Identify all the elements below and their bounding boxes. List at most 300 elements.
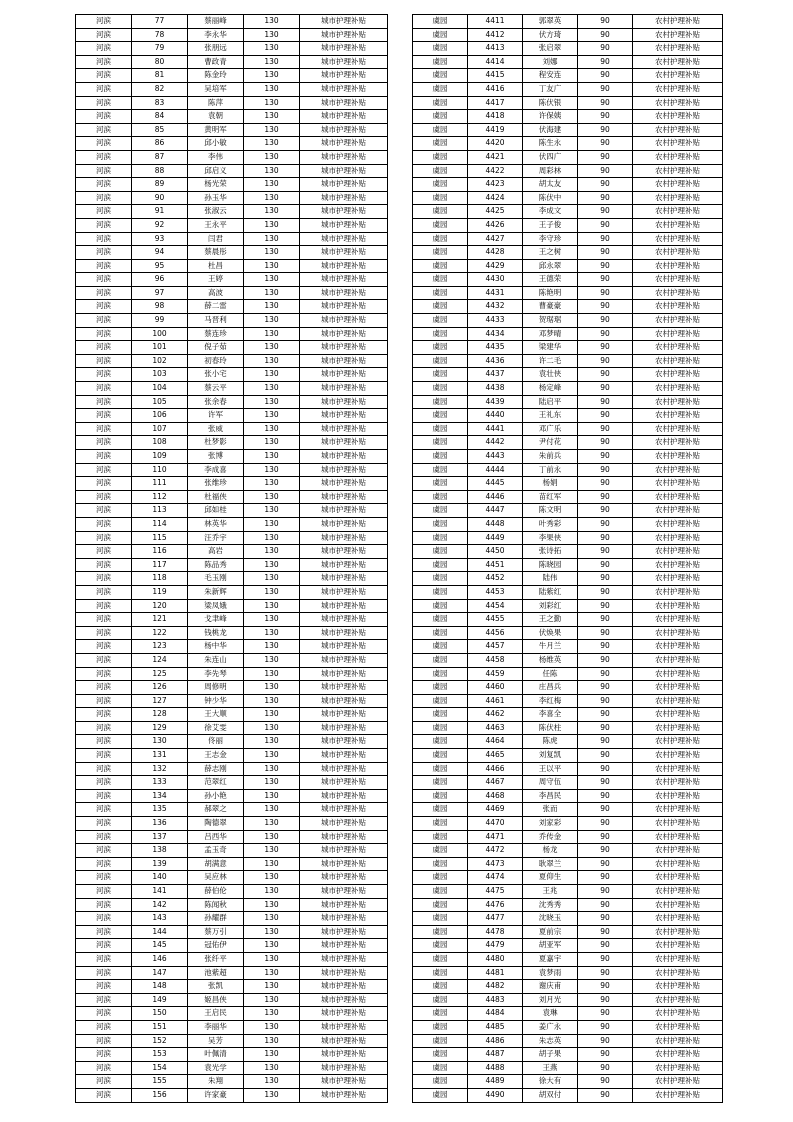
area-cell: 河滨 bbox=[76, 980, 132, 994]
area-cell: 虞园 bbox=[413, 517, 468, 531]
type-cell: 城市护理补贴 bbox=[300, 368, 388, 382]
serial-cell: 90 bbox=[132, 191, 188, 205]
name-cell: 沈秀秀 bbox=[523, 898, 578, 912]
serial-cell: 84 bbox=[132, 110, 188, 124]
area-cell: 虞园 bbox=[413, 572, 468, 586]
area-cell: 河滨 bbox=[76, 110, 132, 124]
table-row bbox=[413, 123, 723, 137]
table-row bbox=[76, 273, 388, 287]
name-cell: 李成文 bbox=[523, 205, 578, 219]
amount-cell: 130 bbox=[244, 246, 300, 260]
type-cell: 城市护理补贴 bbox=[300, 327, 388, 341]
amount-cell: 130 bbox=[244, 436, 300, 450]
name-cell: 闫君 bbox=[188, 232, 244, 246]
amount-cell: 90 bbox=[578, 830, 633, 844]
serial-cell: 4490 bbox=[468, 1088, 523, 1102]
serial-cell: 83 bbox=[132, 96, 188, 110]
type-cell: 农村护理补贴 bbox=[633, 368, 723, 382]
serial-cell: 107 bbox=[132, 422, 188, 436]
name-cell: 胡双付 bbox=[523, 1088, 578, 1102]
name-cell: 钟少华 bbox=[188, 694, 244, 708]
serial-cell: 94 bbox=[132, 246, 188, 260]
area-cell: 虞园 bbox=[413, 477, 468, 491]
table-row bbox=[76, 327, 388, 341]
name-cell: 胡满意 bbox=[188, 857, 244, 871]
name-cell: 李丽华 bbox=[188, 1020, 244, 1034]
type-cell: 城市护理补贴 bbox=[300, 667, 388, 681]
type-cell: 农村护理补贴 bbox=[633, 531, 723, 545]
area-cell: 虞园 bbox=[413, 110, 468, 124]
table-row bbox=[76, 382, 388, 396]
serial-cell: 4446 bbox=[468, 490, 523, 504]
type-cell: 农村护理补贴 bbox=[633, 1075, 723, 1089]
serial-cell: 4456 bbox=[468, 626, 523, 640]
table-row bbox=[413, 259, 723, 273]
serial-cell: 117 bbox=[132, 558, 188, 572]
type-cell: 城市护理补贴 bbox=[300, 178, 388, 192]
table-row bbox=[76, 42, 388, 56]
type-cell: 农村护理补贴 bbox=[633, 477, 723, 491]
table-row bbox=[76, 871, 388, 885]
serial-cell: 4416 bbox=[468, 82, 523, 96]
serial-cell: 131 bbox=[132, 749, 188, 763]
amount-cell: 130 bbox=[244, 1007, 300, 1021]
table-row bbox=[76, 1061, 388, 1075]
type-cell: 城市护理补贴 bbox=[300, 1075, 388, 1089]
serial-cell: 4462 bbox=[468, 708, 523, 722]
amount-cell: 90 bbox=[578, 28, 633, 42]
table-row bbox=[76, 341, 388, 355]
serial-cell: 4463 bbox=[468, 721, 523, 735]
table-row bbox=[76, 164, 388, 178]
type-cell: 农村护理补贴 bbox=[633, 150, 723, 164]
amount-cell: 130 bbox=[244, 572, 300, 586]
area-cell: 虞园 bbox=[413, 137, 468, 151]
left-subsidy-table bbox=[75, 14, 388, 1103]
type-cell: 农村护理补贴 bbox=[633, 640, 723, 654]
amount-cell: 130 bbox=[244, 817, 300, 831]
name-cell: 王德荣 bbox=[523, 273, 578, 287]
table-row bbox=[413, 980, 723, 994]
serial-cell: 4476 bbox=[468, 898, 523, 912]
table-row bbox=[413, 925, 723, 939]
table-row bbox=[413, 885, 723, 899]
table-row bbox=[413, 1048, 723, 1062]
type-cell: 农村护理补贴 bbox=[633, 382, 723, 396]
serial-cell: 105 bbox=[132, 395, 188, 409]
serial-cell: 92 bbox=[132, 218, 188, 232]
name-cell: 蔡连珍 bbox=[188, 327, 244, 341]
type-cell: 城市护理补贴 bbox=[300, 735, 388, 749]
name-cell: 钱桃龙 bbox=[188, 626, 244, 640]
type-cell: 城市护理补贴 bbox=[300, 1048, 388, 1062]
area-cell: 河滨 bbox=[76, 382, 132, 396]
table-row bbox=[76, 830, 388, 844]
amount-cell: 90 bbox=[578, 477, 633, 491]
serial-cell: 89 bbox=[132, 178, 188, 192]
table-row bbox=[413, 749, 723, 763]
table-row bbox=[413, 545, 723, 559]
amount-cell: 90 bbox=[578, 354, 633, 368]
table-row bbox=[76, 626, 388, 640]
type-cell: 农村护理补贴 bbox=[633, 96, 723, 110]
name-cell: 郭翠英 bbox=[523, 15, 578, 29]
area-cell: 虞园 bbox=[413, 422, 468, 436]
table-row bbox=[413, 708, 723, 722]
serial-cell: 4436 bbox=[468, 354, 523, 368]
table-row bbox=[413, 110, 723, 124]
area-cell: 虞园 bbox=[413, 28, 468, 42]
type-cell: 城市护理补贴 bbox=[300, 55, 388, 69]
serial-cell: 4464 bbox=[468, 735, 523, 749]
serial-cell: 150 bbox=[132, 1007, 188, 1021]
table-row bbox=[76, 69, 388, 83]
type-cell: 城市护理补贴 bbox=[300, 749, 388, 763]
area-cell: 河滨 bbox=[76, 1020, 132, 1034]
table-row bbox=[76, 477, 388, 491]
name-cell: 胡亚军 bbox=[523, 939, 578, 953]
amount-cell: 90 bbox=[578, 545, 633, 559]
name-cell: 夏嘉宇 bbox=[523, 952, 578, 966]
serial-cell: 114 bbox=[132, 517, 188, 531]
serial-cell: 4429 bbox=[468, 259, 523, 273]
name-cell: 朱连山 bbox=[188, 653, 244, 667]
serial-cell: 4451 bbox=[468, 558, 523, 572]
amount-cell: 130 bbox=[244, 232, 300, 246]
type-cell: 农村护理补贴 bbox=[633, 286, 723, 300]
serial-cell: 4467 bbox=[468, 776, 523, 790]
amount-cell: 130 bbox=[244, 830, 300, 844]
type-cell: 城市护理补贴 bbox=[300, 246, 388, 260]
serial-cell: 4438 bbox=[468, 382, 523, 396]
serial-cell: 4458 bbox=[468, 653, 523, 667]
area-cell: 虞园 bbox=[413, 55, 468, 69]
table-row bbox=[413, 368, 723, 382]
serial-cell: 132 bbox=[132, 762, 188, 776]
area-cell: 河滨 bbox=[76, 613, 132, 627]
table-row bbox=[413, 844, 723, 858]
table-row bbox=[76, 613, 388, 627]
table-row bbox=[413, 626, 723, 640]
name-cell: 蔡云平 bbox=[188, 382, 244, 396]
area-cell: 河滨 bbox=[76, 681, 132, 695]
serial-cell: 4412 bbox=[468, 28, 523, 42]
table-row bbox=[413, 395, 723, 409]
table-row bbox=[413, 69, 723, 83]
type-cell: 农村护理补贴 bbox=[633, 436, 723, 450]
amount-cell: 130 bbox=[244, 259, 300, 273]
type-cell: 农村护理补贴 bbox=[633, 803, 723, 817]
table-row bbox=[413, 572, 723, 586]
type-cell: 城市护理补贴 bbox=[300, 694, 388, 708]
name-cell: 朱志英 bbox=[523, 1034, 578, 1048]
area-cell: 河滨 bbox=[76, 273, 132, 287]
table-row bbox=[413, 150, 723, 164]
name-cell: 倪子茹 bbox=[188, 341, 244, 355]
amount-cell: 130 bbox=[244, 531, 300, 545]
area-cell: 虞园 bbox=[413, 1061, 468, 1075]
amount-cell: 130 bbox=[244, 15, 300, 29]
table-row bbox=[76, 898, 388, 912]
name-cell: 周修明 bbox=[188, 681, 244, 695]
type-cell: 农村护理补贴 bbox=[633, 28, 723, 42]
table-row bbox=[76, 286, 388, 300]
name-cell: 徐艾雯 bbox=[188, 721, 244, 735]
area-cell: 河滨 bbox=[76, 341, 132, 355]
amount-cell: 90 bbox=[578, 939, 633, 953]
name-cell: 胡子果 bbox=[523, 1048, 578, 1062]
type-cell: 城市护理补贴 bbox=[300, 436, 388, 450]
serial-cell: 115 bbox=[132, 531, 188, 545]
serial-cell: 152 bbox=[132, 1034, 188, 1048]
name-cell: 陈虎 bbox=[523, 735, 578, 749]
table-row bbox=[413, 490, 723, 504]
table-row bbox=[413, 653, 723, 667]
amount-cell: 130 bbox=[244, 341, 300, 355]
serial-cell: 4466 bbox=[468, 762, 523, 776]
type-cell: 农村护理补贴 bbox=[633, 110, 723, 124]
name-cell: 耿翠兰 bbox=[523, 857, 578, 871]
name-cell: 蔡丽峰 bbox=[188, 15, 244, 29]
name-cell: 张维珍 bbox=[188, 477, 244, 491]
amount-cell: 130 bbox=[244, 450, 300, 464]
type-cell: 农村护理补贴 bbox=[633, 504, 723, 518]
area-cell: 河滨 bbox=[76, 463, 132, 477]
type-cell: 城市护理补贴 bbox=[300, 925, 388, 939]
name-cell: 周守伍 bbox=[523, 776, 578, 790]
area-cell: 河滨 bbox=[76, 599, 132, 613]
table-row bbox=[76, 150, 388, 164]
area-cell: 河滨 bbox=[76, 626, 132, 640]
table-row bbox=[76, 1007, 388, 1021]
amount-cell: 90 bbox=[578, 531, 633, 545]
serial-cell: 125 bbox=[132, 667, 188, 681]
name-cell: 杨中华 bbox=[188, 640, 244, 654]
name-cell: 庄昌兵 bbox=[523, 681, 578, 695]
type-cell: 农村护理补贴 bbox=[633, 259, 723, 273]
type-cell: 城市护理补贴 bbox=[300, 952, 388, 966]
type-cell: 城市护理补贴 bbox=[300, 626, 388, 640]
table-row bbox=[413, 640, 723, 654]
table-row bbox=[76, 463, 388, 477]
area-cell: 虞园 bbox=[413, 844, 468, 858]
area-cell: 河滨 bbox=[76, 354, 132, 368]
name-cell: 陆启平 bbox=[523, 395, 578, 409]
type-cell: 城市护理补贴 bbox=[300, 69, 388, 83]
type-cell: 城市护理补贴 bbox=[300, 150, 388, 164]
area-cell: 河滨 bbox=[76, 42, 132, 56]
amount-cell: 130 bbox=[244, 69, 300, 83]
name-cell: 许军 bbox=[188, 409, 244, 423]
table-row bbox=[413, 857, 723, 871]
table-row bbox=[413, 1088, 723, 1102]
table-row bbox=[413, 28, 723, 42]
area-cell: 河滨 bbox=[76, 55, 132, 69]
name-cell: 姬昌侠 bbox=[188, 993, 244, 1007]
amount-cell: 130 bbox=[244, 123, 300, 137]
type-cell: 农村护理补贴 bbox=[633, 898, 723, 912]
type-cell: 农村护理补贴 bbox=[633, 980, 723, 994]
area-cell: 虞园 bbox=[413, 327, 468, 341]
amount-cell: 90 bbox=[578, 382, 633, 396]
amount-cell: 90 bbox=[578, 490, 633, 504]
serial-cell: 4432 bbox=[468, 300, 523, 314]
area-cell: 河滨 bbox=[76, 735, 132, 749]
serial-cell: 4425 bbox=[468, 205, 523, 219]
type-cell: 城市护理补贴 bbox=[300, 354, 388, 368]
table-row bbox=[76, 980, 388, 994]
serial-cell: 4430 bbox=[468, 273, 523, 287]
name-cell: 李守珍 bbox=[523, 232, 578, 246]
amount-cell: 90 bbox=[578, 55, 633, 69]
name-cell: 杜昌 bbox=[188, 259, 244, 273]
area-cell: 虞园 bbox=[413, 1088, 468, 1102]
amount-cell: 130 bbox=[244, 1048, 300, 1062]
type-cell: 城市护理补贴 bbox=[300, 708, 388, 722]
area-cell: 虞园 bbox=[413, 205, 468, 219]
area-cell: 虞园 bbox=[413, 314, 468, 328]
amount-cell: 130 bbox=[244, 653, 300, 667]
amount-cell: 90 bbox=[578, 749, 633, 763]
name-cell: 蔡晨彤 bbox=[188, 246, 244, 260]
amount-cell: 130 bbox=[244, 762, 300, 776]
area-cell: 虞园 bbox=[413, 980, 468, 994]
serial-cell: 79 bbox=[132, 42, 188, 56]
type-cell: 农村护理补贴 bbox=[633, 857, 723, 871]
name-cell: 孙耀群 bbox=[188, 912, 244, 926]
name-cell: 王燕 bbox=[523, 1061, 578, 1075]
name-cell: 丁前永 bbox=[523, 463, 578, 477]
table-row bbox=[76, 259, 388, 273]
serial-cell: 104 bbox=[132, 382, 188, 396]
amount-cell: 90 bbox=[578, 776, 633, 790]
amount-cell: 90 bbox=[578, 762, 633, 776]
area-cell: 虞园 bbox=[413, 300, 468, 314]
area-cell: 虞园 bbox=[413, 82, 468, 96]
serial-cell: 138 bbox=[132, 844, 188, 858]
name-cell: 邱小敏 bbox=[188, 137, 244, 151]
name-cell: 池紫超 bbox=[188, 966, 244, 980]
serial-cell: 146 bbox=[132, 952, 188, 966]
serial-cell: 4420 bbox=[468, 137, 523, 151]
amount-cell: 130 bbox=[244, 477, 300, 491]
amount-cell: 130 bbox=[244, 150, 300, 164]
type-cell: 农村护理补贴 bbox=[633, 42, 723, 56]
serial-cell: 129 bbox=[132, 721, 188, 735]
area-cell: 河滨 bbox=[76, 327, 132, 341]
name-cell: 王启民 bbox=[188, 1007, 244, 1021]
serial-cell: 127 bbox=[132, 694, 188, 708]
serial-cell: 110 bbox=[132, 463, 188, 477]
name-cell: 郝翠之 bbox=[188, 803, 244, 817]
serial-cell: 112 bbox=[132, 490, 188, 504]
name-cell: 佟丽 bbox=[188, 735, 244, 749]
type-cell: 农村护理补贴 bbox=[633, 844, 723, 858]
type-cell: 城市护理补贴 bbox=[300, 776, 388, 790]
serial-cell: 98 bbox=[132, 300, 188, 314]
name-cell: 曹政青 bbox=[188, 55, 244, 69]
area-cell: 虞园 bbox=[413, 721, 468, 735]
serial-cell: 135 bbox=[132, 803, 188, 817]
area-cell: 虞园 bbox=[413, 925, 468, 939]
name-cell: 吴芳 bbox=[188, 1034, 244, 1048]
amount-cell: 130 bbox=[244, 273, 300, 287]
area-cell: 虞园 bbox=[413, 96, 468, 110]
name-cell: 李喜全 bbox=[523, 708, 578, 722]
area-cell: 河滨 bbox=[76, 857, 132, 871]
name-cell: 陈伏银 bbox=[523, 96, 578, 110]
serial-cell: 86 bbox=[132, 137, 188, 151]
table-row bbox=[413, 952, 723, 966]
name-cell: 刘娜 bbox=[523, 55, 578, 69]
name-cell: 尹付花 bbox=[523, 436, 578, 450]
type-cell: 城市护理补贴 bbox=[300, 28, 388, 42]
type-cell: 城市护理补贴 bbox=[300, 1061, 388, 1075]
table-row bbox=[413, 694, 723, 708]
area-cell: 河滨 bbox=[76, 490, 132, 504]
amount-cell: 130 bbox=[244, 599, 300, 613]
amount-cell: 90 bbox=[578, 558, 633, 572]
type-cell: 农村护理补贴 bbox=[633, 205, 723, 219]
area-cell: 河滨 bbox=[76, 1007, 132, 1021]
table-row bbox=[413, 817, 723, 831]
name-cell: 吴应林 bbox=[188, 871, 244, 885]
serial-cell: 4485 bbox=[468, 1020, 523, 1034]
amount-cell: 130 bbox=[244, 1061, 300, 1075]
type-cell: 农村护理补贴 bbox=[633, 341, 723, 355]
name-cell: 陆紫红 bbox=[523, 585, 578, 599]
type-cell: 城市护理补贴 bbox=[300, 681, 388, 695]
type-cell: 城市护理补贴 bbox=[300, 490, 388, 504]
serial-cell: 4419 bbox=[468, 123, 523, 137]
serial-cell: 4455 bbox=[468, 613, 523, 627]
area-cell: 虞园 bbox=[413, 939, 468, 953]
amount-cell: 90 bbox=[578, 341, 633, 355]
serial-cell: 4472 bbox=[468, 844, 523, 858]
name-cell: 陈伏中 bbox=[523, 191, 578, 205]
table-row bbox=[413, 735, 723, 749]
serial-cell: 101 bbox=[132, 341, 188, 355]
amount-cell: 130 bbox=[244, 205, 300, 219]
table-row bbox=[413, 681, 723, 695]
table-row bbox=[76, 490, 388, 504]
area-cell: 虞园 bbox=[413, 1048, 468, 1062]
amount-cell: 130 bbox=[244, 96, 300, 110]
serial-cell: 4459 bbox=[468, 667, 523, 681]
amount-cell: 90 bbox=[578, 409, 633, 423]
name-cell: 陈晓园 bbox=[523, 558, 578, 572]
area-cell: 河滨 bbox=[76, 708, 132, 722]
type-cell: 农村护理补贴 bbox=[633, 314, 723, 328]
area-cell: 河滨 bbox=[76, 232, 132, 246]
amount-cell: 90 bbox=[578, 300, 633, 314]
type-cell: 农村护理补贴 bbox=[633, 178, 723, 192]
name-cell: 袁朝 bbox=[188, 110, 244, 124]
amount-cell: 90 bbox=[578, 259, 633, 273]
table-row bbox=[413, 667, 723, 681]
table-row bbox=[76, 218, 388, 232]
area-cell: 河滨 bbox=[76, 191, 132, 205]
serial-cell: 81 bbox=[132, 69, 188, 83]
type-cell: 农村护理补贴 bbox=[633, 912, 723, 926]
amount-cell: 90 bbox=[578, 694, 633, 708]
type-cell: 城市护理补贴 bbox=[300, 463, 388, 477]
area-cell: 河滨 bbox=[76, 477, 132, 491]
area-cell: 虞园 bbox=[413, 789, 468, 803]
amount-cell: 130 bbox=[244, 42, 300, 56]
name-cell: 许家豪 bbox=[188, 1088, 244, 1102]
area-cell: 河滨 bbox=[76, 817, 132, 831]
